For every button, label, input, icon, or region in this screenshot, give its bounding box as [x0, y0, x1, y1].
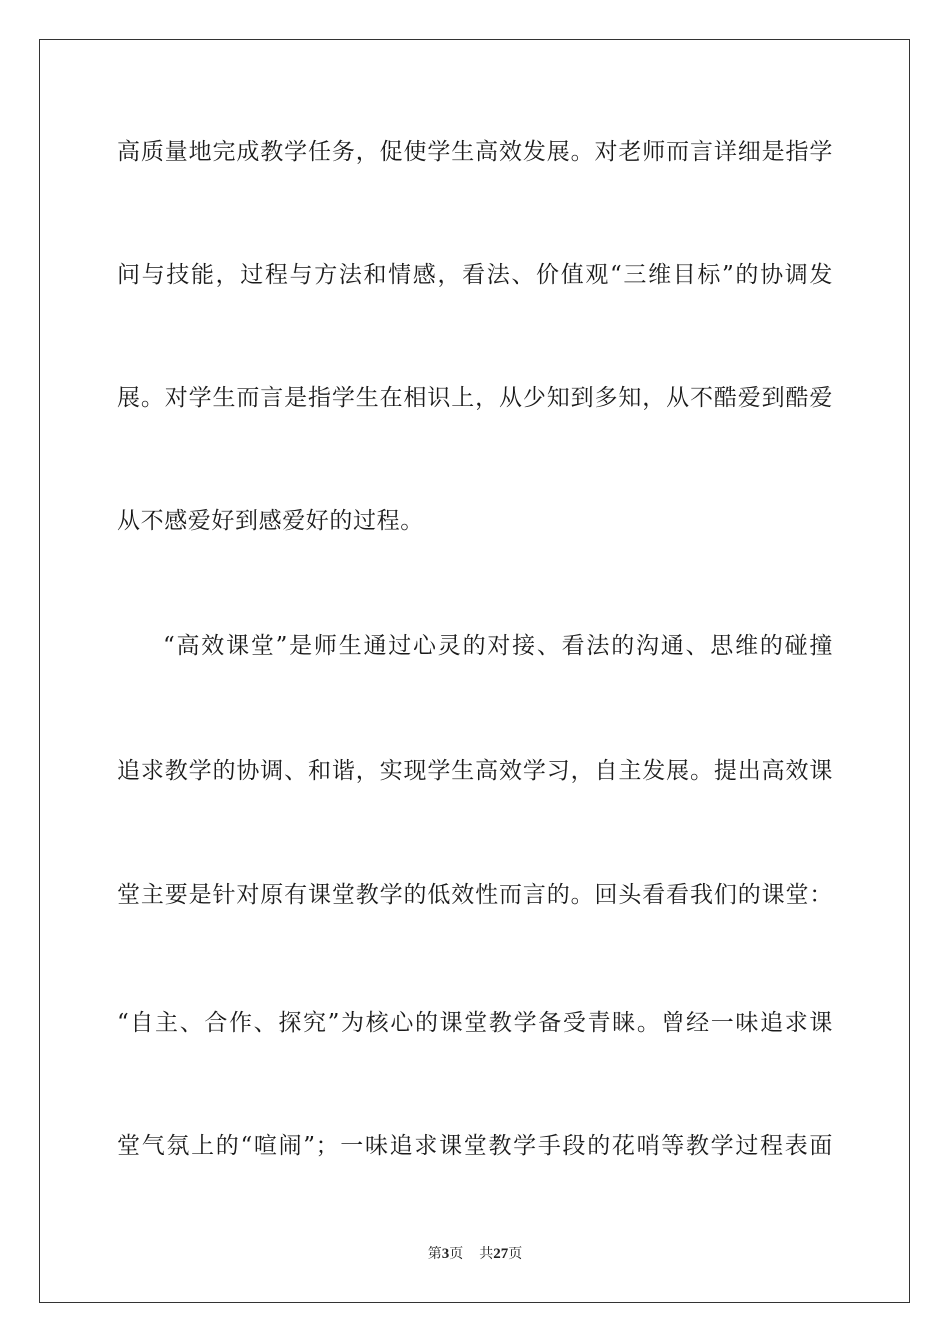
page-footer — [0, 1245, 950, 1263]
paragraph-line: 堂主要是针对原有课堂教学的低效性而言的。回头看看我们的课堂： — [117, 882, 833, 908]
total-pages: 27 — [493, 1246, 509, 1262]
paragraph-line: 问与技能，过程与方法和情感，看法、价值观“三维目标”的协调发 — [117, 262, 833, 288]
paragraph-line: 从不感爱好到感爱好的过程。 — [117, 508, 424, 534]
page-border — [39, 39, 910, 1303]
paragraph-line: 追求教学的协调、和谐，实现学生高效学习，自主发展。提出高效课 — [117, 758, 833, 784]
paragraph-line: 堂气氛上的“喧闹”；一味追求课堂教学手段的花哨等教学过程表面 — [117, 1133, 833, 1159]
paragraph-line: 展。对学生而言是指学生在相识上，从少知到多知，从不酷爱到酷爱 — [117, 385, 833, 411]
page-suffix: 页 — [449, 1246, 464, 1262]
page-prefix: 第 — [427, 1246, 442, 1262]
paragraph-line: “高效课堂”是师生通过心灵的对接、看法的沟通、思维的碰撞 — [163, 633, 833, 659]
total-suffix: 页 — [508, 1246, 523, 1262]
total-prefix: 共 — [479, 1246, 494, 1262]
page-number: 3 — [441, 1246, 450, 1262]
paragraph-line: 高质量地完成教学任务，促使学生高效发展。对老师而言详细是指学 — [117, 139, 833, 165]
paragraph-line: “自主、合作、探究”为核心的课堂教学备受青睐。曾经一味追求课 — [117, 1010, 833, 1036]
